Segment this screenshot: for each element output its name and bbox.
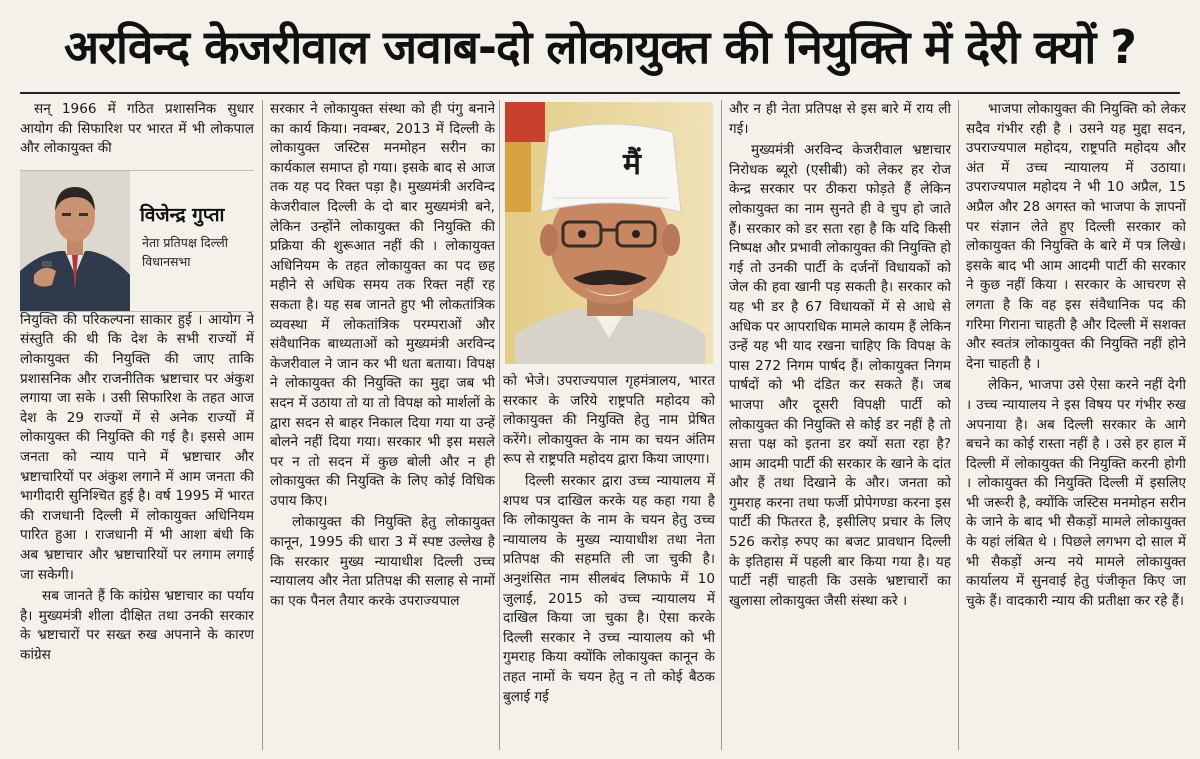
column-3	[503, 372, 715, 750]
cap-text: मैं	[623, 147, 641, 182]
column-1-paragraph-2: सब जानते हैं कि कांग्रेस भ्रष्टाचार का पर्याय है। मुख्यमंत्री शीला दीक्षित तथा उनकी सरकार के भ्रष्टाचारों पर सख्त रुख अपनाने के कारण कांग्रेस	[20, 588, 254, 663]
headline: अरविन्द केजरीवाल जवाब-दो लोकायुक्त की नियुक्ति में देरी क्यों ?	[63, 20, 1136, 74]
column-2-paragraph-2: लोकायुक्त की नियुक्ति हेतु लोकायुक्त कानून, 1995 की धारा 3 में स्पष्ट उल्लेख है कि सरकार मुख्य न्यायाधीश दिल्ली उच्च न्यायालय और नेता प्रतिपक्ष की सलाह से नामों का एक पैनल तैयार करके उपराज्यपाल	[270, 514, 495, 609]
column-2	[270, 100, 495, 750]
column-4	[729, 100, 951, 750]
author-name: विजेन्द्र गुप्ता	[140, 204, 225, 226]
column-divider-4	[958, 100, 959, 750]
column-1-paragraph-1: नियुक्ति की परिकल्पना साकार हुई । आयोग ने संस्तुति की थी कि देश के सभी राज्यों में लोकायुक्त की नियुक्ति की जाए ताकि प्रशासनिक और राजनीतिक भ्रष्टाचार पर अंकुश लगाया जा सके । उसी सिफारिश के तहत आज देश के 29 राज्यों में से अनेक राज्यों में लोकायुक्त की नियुक्ति की गई है। इससे आम जनता को न्याय पाने में भ्रष्टाचार और भ्रष्टाचारियों पर अंकुश लगाने में आम जनता की भागीदारी सुनिश्चित हुई है। वर्ष 1995 में भारत की राजधानी दिल्ली में लोकायुक्त अधिनियम पारित हुआ । राजधानी में भी आशा बंधी कि अब भ्रष्टाचार और भ्रष्टाचारियों पर लगाम लगाई जा सकेगी।	[20, 311, 254, 583]
headline-rule	[20, 92, 1180, 94]
column-4-paragraph-2: मुख्यमंत्री अरविन्द केजरीवाल भ्रष्टाचार निरोधक ब्यूरो (एसीबी) को लेकर हर रोज केन्द्र सरकार पर ठीकरा फोड़ते हैं लेकिन लोकायुक्त का नाम सुनते ही वे चुप हो जाते हैं। सरकार को डर सता रहा है कि यदि किसी निष्पक्ष और प्रभावी लोकायुक्त की नियुक्ति हो गई तो उनकी पार्टी के दर्जनों विधायकों को जेल की हवा खानी पड़ सकती है। सरकार को यह भी डर है 67 विधायकों में से आधे से अधिक पर आपराधिक मामले कायम हैं लेकिन उन्हें यह भी याद रखना चाहिए कि विपक्ष के पास 272 निगम पार्षद हैं। लोकायुक्त निगम पार्षदों को भी दंडित कर सकते हैं। जब भाजपा और दूसरी विपक्षी पार्टी को लोकायुक्त की नियुक्ति से कोई डर नहीं है तो सत्ता पक्ष को इतना डर क्यों सता रहा है? आम आदमी पार्टी की सरकार के खाने के दांत और हैं तथा दिखाने के और। जनता को गुमराह करना तथा फर्जी प्रोपेगण्डा करना इस पार्टी की फितरत है, इसीलिए प्रचार के लिए 526 करोड़ रुपए का बजट प्रावधान दिल्ली के इतिहास में पहली बार किया गया है। यह पार्टी नहीं चाहती कि उसके भ्रष्टाचारों का खुलासा लोकायुक्त जैसी संस्था करे ।	[729, 142, 951, 609]
column-5	[966, 100, 1186, 750]
author-photo	[20, 171, 130, 311]
author-card	[20, 170, 254, 312]
column-5-paragraph-2: लेकिन, भाजपा उसे ऐसा करने नहीं देगी । उच्च न्यायालय ने इस विषय पर गंभीर रुख अपनाया है। अब दिल्ली सरकार के आगे बचने का कोई रास्ता नहीं है । उसे हर हाल में दिल्ली में लोकायुक्त की नियुक्ति करनी होगी । लोकायुक्त की नियुक्ति दिल्ली में इसलिए भी जरूरी है, क्योंकि जस्टिस मनमोहन सरीन के जाने के बाद भी सैकड़ों मामले लोकायुक्त के यहां लंबित थे । पिछले लगभग दो साल में भी सैकड़ों अन्य नये मामले लोकायुक्त कार्यालय में सुनवाई हेतु पंजीकृत किए जा चुके हैं। वादकारी न्याय की प्रतीक्षा कर रहे हैं।	[966, 377, 1186, 609]
author-role: नेता प्रतिपक्ष दिल्ली विधानसभा	[142, 235, 229, 269]
column-divider-2	[499, 100, 500, 750]
column-divider-1	[262, 100, 263, 750]
main-photo	[505, 102, 713, 364]
column-divider-3	[721, 100, 722, 750]
column-4-paragraph-1: और न ही नेता प्रतिपक्ष से इस बारे में राय ली गई।	[729, 101, 951, 137]
column-2-paragraph-1: सरकार ने लोकायुक्त संस्था को ही पंगु बनाने का कार्य किया। नवम्बर, 2013 में दिल्ली के लोकायुक्त जस्टिस मनमोहन सरीन का कार्यकाल समाप्त हो गया। इसके बाद से आज तक यह पद रिक्त पड़ा है। मुख्यमंत्री अरविन्द केजरीवाल दिल्ली के दो बार मुख्यमंत्री बने, लेकिन उन्होंने लोकायुक्त की नियुक्ति की प्रक्रिया की शुरूआत नहीं की । लोकायुक्त अधिनियम के तहत लोकायुक्त का पद छह महीने से अधिक समय तक रिक्त नहीं रह सकता है। यह सब जानते हुए भी लोकतांत्रिक व्यवस्था में लोकतांत्रिक परम्पराओं और संवैधानिक बाध्यताओं को मुख्यमंत्री अरविन्द केजरीवाल ने जान कर भी धता बताया। विपक्ष ने लोकायुक्त की नियुक्ति का मुद्दा जब भी सदन में उठाया तो या तो विपक्ष को मार्शलों के द्वारा सदन से बाहर निकाल दिया गया या उन्हें बोलने नहीं दिया गया। सरकार भी इस मसले पर न तो सदन में कुछ बोली और न ही लोकायुक्त की नियुक्ति के लिए कोई विधिक उपाय किए।	[270, 101, 495, 509]
column-5-paragraph-1: भाजपा लोकायुक्त की नियुक्ति को लेकर सदैव गंभीर रही है । उसने यह मुद्दा सदन, उपराज्यपाल महोदय, राष्ट्रपति महोदय और अंत में उच्च न्यायालय में उठाया। उपराज्यपाल महोदय ने भी 10 अप्रैल, 15 अप्रैल और 28 अगस्त को भाजपा के ज्ञापनों पर संज्ञान लेते हुए दिल्ली सरकार को लोकायुक्त की नियुक्ति के बारे में पत्र लिखे। इसके बाद भी आम आदमी पार्टी की सरकार ने कुछ नहीं किया । सरकार के आचरण से लगता है कि वह इस संवैधानिक पद की गरिमा गिराना चाहती है और दिल्ली में सशक्त और स्वतंत्र लोकायुक्त की नियुक्ति नहीं होने देना चाहती है ।	[966, 101, 1186, 372]
column-1-intro: सन् 1966 में गठित प्रशासनिक सुधार आयोग की सिफारिश पर भारत में भी लोकपाल और लोकायुक्त की	[20, 101, 254, 157]
column-3-paragraph-1: को भेजे। उपराज्यपाल गृहमंत्रालय, भारत सरकार के जरिये राष्ट्रपति महोदय को लोकायुक्त की नियुक्ति हेतु नाम प्रेषित करेंगे। लोकायुक्त के नाम का चयन अंतिम रूप से राष्ट्रपति महोदय द्वारा किया जाएगा।	[503, 373, 715, 468]
column-3-paragraph-2: दिल्ली सरकार द्वारा उच्च न्यायालय में शपथ पत्र दाखिल करके यह कहा गया है कि लोकायुक्त के नाम के चयन हेतु उच्च न्यायालय के मुख्य न्यायाधीश तथा नेता प्रतिपक्ष की सहमति ली जा चुकी है। अनुशंसित नाम सीलबंद लिफाफे में 10 जुलाई, 2015 को उच्च न्यायालय में दाखिल किया जा चुका है। ऐसा करके दिल्ली सरकार ने उच्च न्यायालय को भी गुमराह किया क्योंकि लोकायुक्त कानून के तहत नामों के चयन हेतु न तो कोई बैठक बुलाई गई	[503, 472, 715, 705]
